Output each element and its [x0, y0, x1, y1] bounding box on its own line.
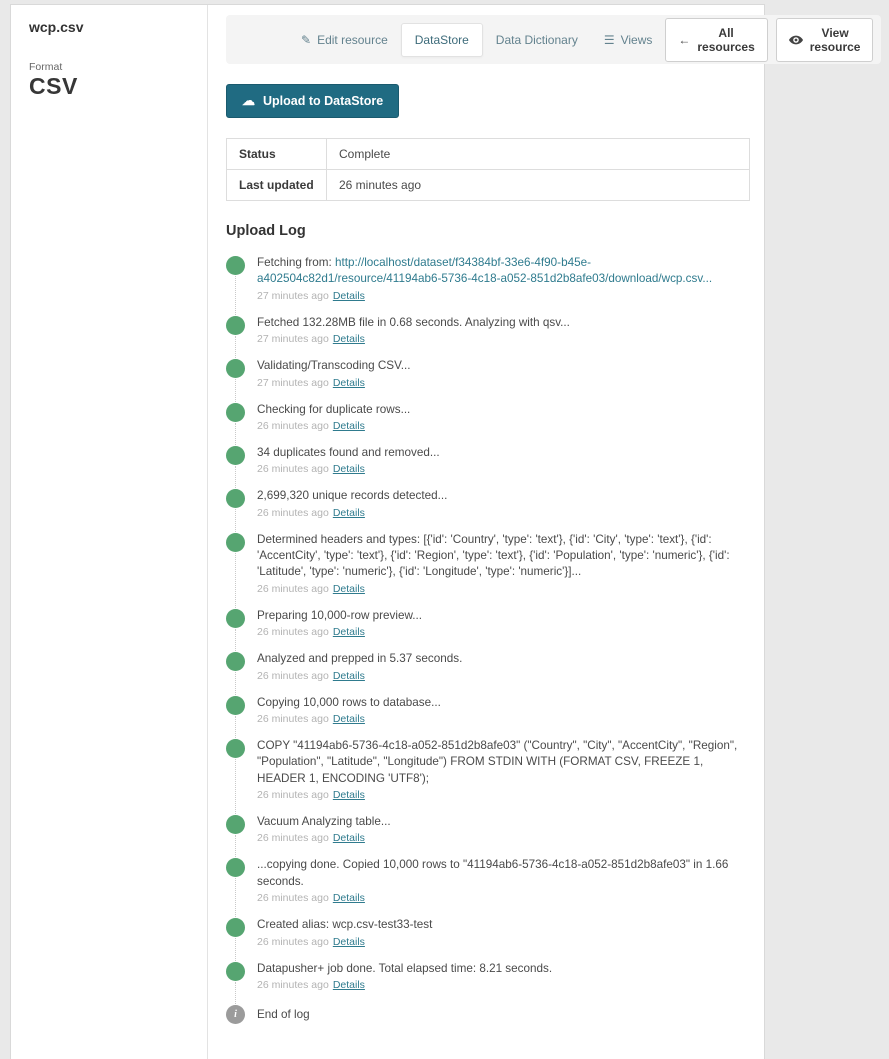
log-message: ...copying done. Copied 10,000 rows to "41194ab6-5736-4c18-a052-851d2b8afe03" in 1.66 seconds. — [257, 858, 729, 888]
status-table — [226, 138, 750, 201]
last-updated-value: 26 minutes ago — [327, 170, 750, 201]
edit-icon: ✎ — [301, 32, 312, 47]
log-message: Preparing 10,000-row preview... — [257, 608, 423, 622]
details-link[interactable]: Details — [332, 712, 365, 725]
status-dot-icon — [226, 533, 245, 552]
details-link[interactable]: Details — [332, 978, 365, 991]
log-entry — [226, 814, 738, 844]
log-message: Validating/Transcoding CSV... — [257, 359, 411, 373]
status-dot-icon — [226, 739, 245, 758]
upload-to-datastore-button[interactable] — [226, 84, 399, 118]
log-entry — [226, 532, 738, 595]
status-value: Complete — [327, 139, 750, 170]
log-message: COPY "41194ab6-5736-4c18-a052-851d2b8afe03" ("Country", "City", "AccentCity", "Region", "Population", "Latitude", "Longitude") FROM STDIN WITH (FORMAT CSV, FREEZE 1, HEADER 1, ENCODING 'UTF8'); — [257, 738, 738, 785]
tab-label: DataStore — [414, 32, 469, 47]
log-entry — [226, 738, 738, 801]
tab-data-dictionary[interactable] — [483, 24, 591, 56]
log-message: 2,699,320 unique records detected... — [257, 489, 448, 503]
log-meta — [257, 463, 738, 475]
all-resources-button[interactable] — [665, 18, 767, 62]
status-dot-icon — [226, 962, 245, 981]
tab-datastore[interactable] — [401, 23, 483, 57]
log-timestamp: 26 minutes ago — [257, 892, 329, 905]
table-row — [227, 170, 750, 201]
log-timestamp: 26 minutes ago — [257, 506, 329, 519]
log-entry — [226, 608, 738, 638]
log-timestamp: 27 minutes ago — [257, 376, 329, 389]
log-timestamp: 26 minutes ago — [257, 419, 329, 432]
log-message: Analyzed and prepped in 5.37 seconds. — [257, 652, 463, 666]
log-timestamp: 26 minutes ago — [257, 789, 329, 801]
button-label: Upload to DataStore — [263, 94, 384, 108]
log-meta — [257, 979, 738, 991]
last-updated-label: Last updated — [227, 170, 327, 201]
details-link[interactable]: Details — [332, 789, 365, 801]
log-message: Determined headers and types: [{'id': 'Country', 'type': 'text'}, {'id': 'City', 'type': 'text'}, {'id': 'AccentCity', 'type': 'text'}, {'id': 'Region', 'type': 'text'}, {'id': 'Population', 'type': 'numeric'}, {'id': 'Latitude', 'type': 'numeric'}, {'id': 'Longitude', 'type': 'numeric'}]... — [257, 532, 730, 579]
details-link[interactable]: Details — [332, 832, 365, 845]
status-dot-icon — [226, 815, 245, 834]
format-value: CSV — [29, 73, 78, 99]
arrow-left-icon: ← — [678, 32, 691, 47]
log-message-prefix: Fetching from: — [257, 256, 335, 269]
log-entry — [226, 651, 738, 681]
details-link[interactable]: Details — [332, 376, 365, 389]
button-label: All resources — [697, 25, 755, 54]
details-link[interactable]: Details — [332, 669, 365, 682]
log-message — [257, 255, 738, 288]
info-icon: i — [226, 1005, 245, 1024]
log-entry — [226, 917, 738, 947]
log-message: Created alias: wcp.csv-test33-test — [257, 918, 433, 932]
status-dot-icon — [226, 359, 245, 378]
format-label: Format — [29, 61, 63, 73]
status-dot-icon — [226, 256, 245, 275]
log-meta — [257, 626, 738, 638]
upload-log-list — [226, 255, 738, 1026]
log-meta — [257, 507, 738, 519]
main-content — [208, 5, 889, 1059]
log-meta — [257, 789, 738, 801]
log-timestamp: 26 minutes ago — [257, 463, 329, 476]
log-message: Copying 10,000 rows to database... — [257, 695, 441, 709]
log-meta — [257, 377, 738, 389]
table-row — [227, 139, 750, 170]
log-message: Fetched 132.28MB file in 0.68 seconds. Analyzing with qsv... — [257, 315, 570, 329]
log-entry-end — [226, 1004, 738, 1026]
button-label: View resource — [809, 25, 861, 54]
log-meta — [257, 832, 738, 844]
status-dot-icon — [226, 652, 245, 671]
status-dot-icon — [226, 403, 245, 422]
tab-label: Data Dictionary — [495, 32, 578, 47]
log-timestamp: 26 minutes ago — [257, 712, 329, 725]
log-meta — [257, 583, 738, 595]
log-timestamp: 26 minutes ago — [257, 832, 329, 845]
eye-icon — [789, 35, 803, 45]
log-timestamp: 26 minutes ago — [257, 582, 329, 595]
end-of-log-text: End of log — [257, 1007, 310, 1021]
resource-sidebar — [11, 5, 208, 1059]
details-link[interactable]: Details — [332, 419, 365, 432]
tabs — [288, 23, 665, 57]
details-link[interactable]: Details — [332, 935, 365, 948]
status-dot-icon — [226, 858, 245, 877]
tab-label: Views — [620, 32, 653, 47]
log-meta — [257, 892, 738, 904]
log-timestamp: 26 minutes ago — [257, 978, 329, 991]
log-meta — [257, 936, 738, 948]
log-meta — [257, 713, 738, 725]
details-link[interactable]: Details — [332, 626, 365, 639]
status-dot-icon — [226, 696, 245, 715]
log-entry — [226, 445, 738, 475]
fetch-url-link[interactable]: http://localhost/dataset/f34384bf-33e6-4f90-b45e-a402504c82d1/resource/41194ab6-5736-4c18-a052-851d2b8afe03/download/wcp.csv... — [257, 256, 713, 286]
tab-views[interactable] — [591, 24, 666, 56]
tab-bar-actions — [665, 18, 873, 62]
log-entry — [226, 857, 738, 904]
details-link[interactable]: Details — [332, 333, 365, 346]
tab-label: Edit resource — [317, 32, 388, 47]
log-meta — [257, 420, 738, 432]
log-timestamp: 26 minutes ago — [257, 669, 329, 682]
tab-edit-resource[interactable] — [288, 24, 401, 56]
log-entry — [226, 255, 738, 302]
tab-bar — [226, 15, 881, 64]
log-meta — [257, 333, 738, 345]
log-timestamp: 26 minutes ago — [257, 626, 329, 639]
status-dot-icon — [226, 489, 245, 508]
log-timestamp: 27 minutes ago — [257, 333, 329, 346]
log-entry — [226, 358, 738, 388]
upload-log-heading: Upload Log — [226, 223, 306, 239]
details-link[interactable]: Details — [332, 582, 365, 595]
status-dot-icon — [226, 918, 245, 937]
page-card — [10, 4, 861, 1059]
cloud-upload-icon: ☁ — [242, 93, 255, 108]
log-entry — [226, 695, 738, 725]
log-entry — [226, 402, 738, 432]
log-meta — [257, 670, 738, 682]
status-dot-icon — [226, 316, 245, 335]
log-timestamp: 27 minutes ago — [257, 289, 329, 302]
log-entry — [226, 488, 738, 518]
status-dot-icon — [226, 446, 245, 465]
log-message: Vacuum Analyzing table... — [257, 815, 391, 828]
log-message: 34 duplicates found and removed... — [257, 445, 440, 459]
details-link[interactable]: Details — [332, 506, 365, 519]
resource-title: wcp.csv — [29, 19, 84, 35]
log-timestamp: 26 minutes ago — [257, 935, 329, 948]
details-link[interactable]: Details — [332, 892, 365, 905]
log-message: Checking for duplicate rows... — [257, 402, 411, 416]
details-link[interactable]: Details — [332, 289, 365, 302]
log-message: Datapusher+ job done. Total elapsed time: 8.21 seconds. — [257, 961, 553, 975]
details-link[interactable]: Details — [332, 463, 365, 476]
status-dot-icon — [226, 609, 245, 628]
log-entry — [226, 315, 738, 345]
log-meta — [257, 290, 738, 302]
log-entry — [226, 961, 738, 991]
list-icon: ☰ — [603, 32, 615, 47]
view-resource-button[interactable] — [776, 18, 874, 62]
status-label: Status — [227, 139, 327, 170]
